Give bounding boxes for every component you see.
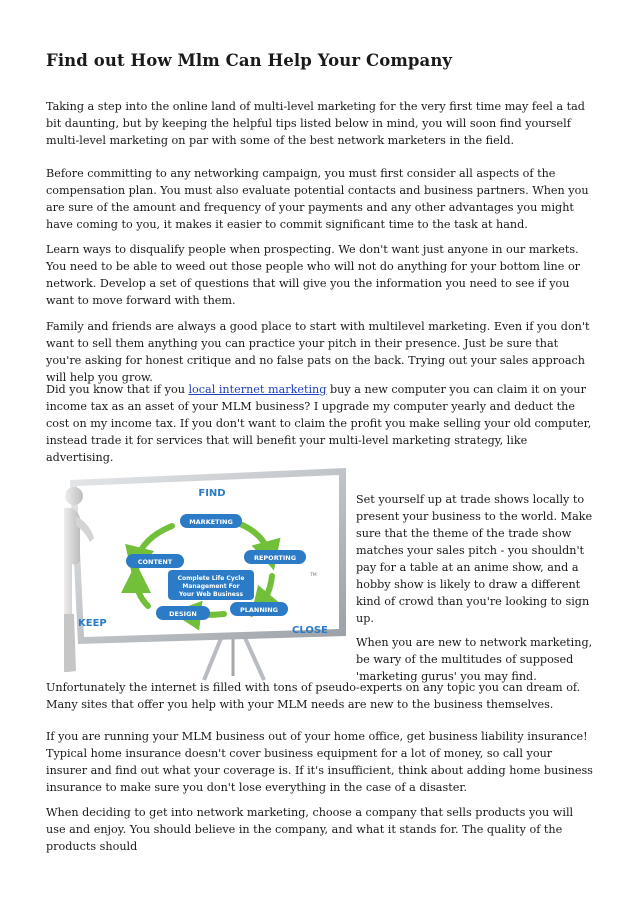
- page-title: Find out How Mlm Can Help Your Company: [46, 51, 453, 70]
- design-pill: [156, 606, 210, 620]
- paragraph-6: Unfortunately the internet is filled with tons of pseudo-experts on any topic you can dream of. Many sites that offer you help with your MLM needs are new to the business themselves.: [46, 681, 581, 711]
- local-internet-marketing-link[interactable]: local internet marketing: [188, 383, 327, 396]
- close-label: CLOSE: [292, 625, 328, 636]
- paragraph-5-rest: buy a new computer you can claim it on your income tax as an asset of your MLM business? I upgrade my computer yearly and deduct the cost on my income tax. If you don't want to claim the profit you make selling your old computer, instead trade it for services that will benefit your multi-level marketing strategy, like advertising.: [46, 383, 592, 464]
- paragraph-5-lead: Did you know that if you: [46, 383, 189, 396]
- find-label: FIND: [198, 488, 226, 499]
- planning-pill: [230, 602, 288, 616]
- center-lifecycle-box: [168, 570, 254, 600]
- content-pill-label: CONTENT: [137, 558, 173, 566]
- paragraph-8: When deciding to get into network marketing, choose a company that sells products you will use and enjoy. You should believe in the company, and what it stands for. The quality of the products should: [46, 806, 574, 853]
- paragraph-2: Before committing to any networking campaign, you must first consider all aspects of the compensation plan. You must also evaluate potential contacts and business partners. When you are sure of the amount and frequency of your payments and any other advantages you might have coming to you, it makes it easier to commit significant time to the task at hand.: [46, 167, 589, 231]
- side-paragraph-1: Set yourself up at trade shows locally to present your business to the world. Make sure that the theme of the trade show matches your sales pitch - you shouldn't pay for a table at an anime show, and a hobby show is likely to draw a different kind of crowd than you're looking to sign up.: [356, 493, 593, 625]
- paragraph-4: Family and friends are always a good place to start with multilevel marketing. Even if you don't want to sell them anything you can practice your pitch in their presence. Just be sure that you're asking for honest critique and no false pats on the back. Trying out your sales approach will help you grow.: [46, 320, 590, 384]
- marketing-pill-label: MARKETING: [189, 518, 233, 526]
- reporting-pill-label: REPORTING: [253, 554, 297, 562]
- lifecycle-whiteboard-illustration: [64, 466, 349, 682]
- keep-label: KEEP: [78, 618, 107, 629]
- side-paragraph-2: When you are new to network marketing, be wary of the multitudes of supposed 'marketing gurus' you may find.: [356, 636, 593, 683]
- paragraph-1: Taking a step into the online land of multi-level marketing for the very first time may feel a tad bit daunting, but by keeping the helpful tips listed below in mind, you will soon find yourself multi-level marketing on par with some of the best network marketers in the field.: [46, 100, 585, 147]
- reporting-pill: [244, 550, 306, 564]
- paragraph-3: Learn ways to disqualify people when prospecting. We don't want just anyone in our markets. You need to be able to weed out those people who will not do anything for your bottom line or network. Develop a set of questions that will give you the information you need to see if you want to move forward with them.: [46, 243, 581, 307]
- center-line-1: Complete Life Cycle: [177, 575, 245, 582]
- content-pill: [126, 554, 184, 568]
- tm-mark: TM: [310, 573, 317, 578]
- marketing-pill: [180, 514, 242, 528]
- paragraph-5: [46, 381, 594, 466]
- paragraph-7: If you are running your MLM business out of your home office, get business liability insurance! Typical home insurance doesn't cover business equipment for a lot of money, so call your insurer and find out what your coverage is. If it's insufficient, think about adding home business insurance to make sure you don't lose everything in the case of a disaster.: [46, 730, 593, 794]
- planning-pill-label: PLANNING: [239, 606, 279, 614]
- center-line-3: Your Web Business: [178, 591, 244, 598]
- center-line-2: Management For: [182, 583, 240, 590]
- design-pill-label: DESIGN: [169, 610, 197, 618]
